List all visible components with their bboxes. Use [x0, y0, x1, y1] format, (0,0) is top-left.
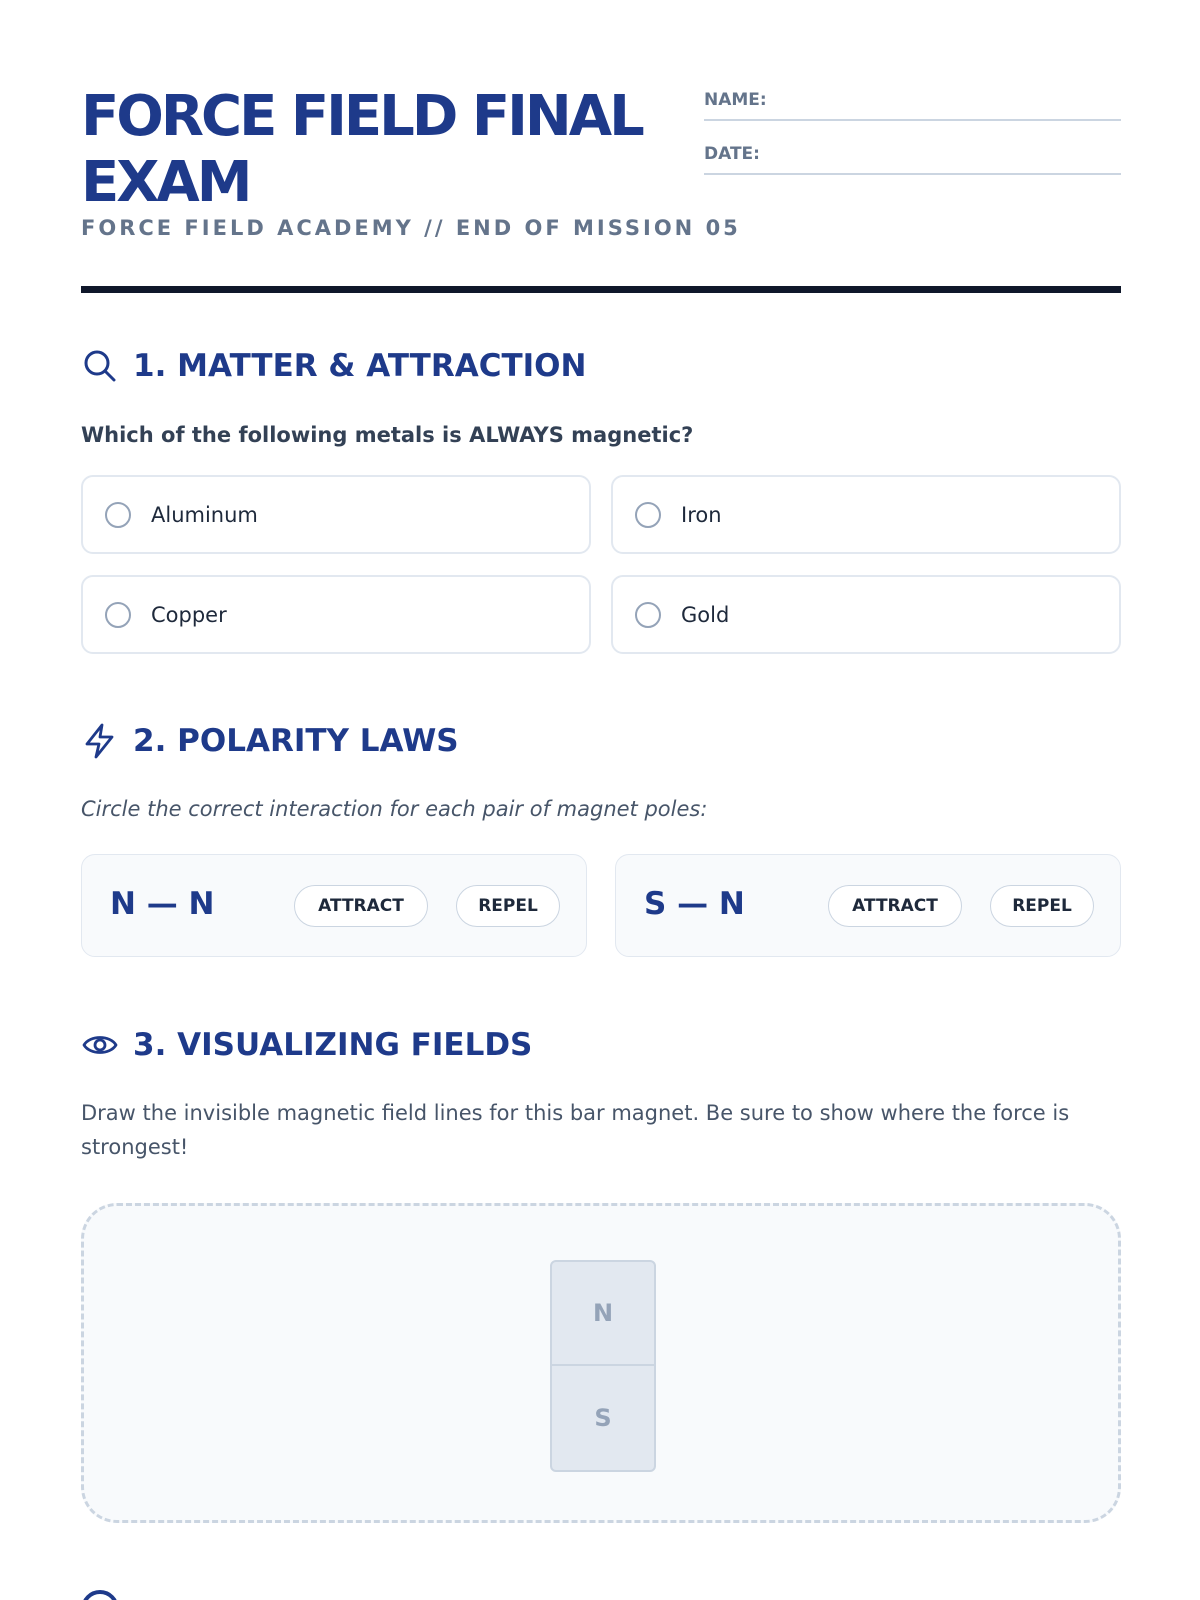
- option-iron[interactable]: [611, 475, 1121, 554]
- section-1-heading: [81, 347, 586, 385]
- section-1-question: Which of the following metals is ALWAYS magnetic?: [81, 423, 694, 447]
- radio-button[interactable]: [105, 502, 131, 528]
- bar-magnet: [550, 1260, 656, 1472]
- repel-choice[interactable]: REPEL: [990, 885, 1094, 927]
- pole-pair-label: N — N: [110, 886, 215, 922]
- section-4-icon: [81, 1590, 119, 1600]
- option-gold[interactable]: [611, 575, 1121, 654]
- section-3-heading: [81, 1026, 532, 1064]
- section-2-title: 2. POLARITY LAWS: [133, 723, 459, 759]
- option-label: Copper: [151, 602, 227, 627]
- pole-pair-card-sn: [615, 854, 1121, 957]
- header-divider: [81, 286, 1121, 293]
- lightning-icon: [81, 722, 119, 760]
- search-icon: [81, 347, 119, 385]
- option-label: Gold: [681, 602, 730, 627]
- name-label: NAME:: [704, 90, 767, 110]
- radio-button[interactable]: [635, 502, 661, 528]
- date-label: DATE:: [704, 144, 760, 164]
- section-2-heading: [81, 722, 459, 760]
- section-1-title: 1. MATTER & ATTRACTION: [133, 348, 587, 384]
- repel-choice[interactable]: REPEL: [456, 885, 560, 927]
- drawing-area[interactable]: [81, 1203, 1121, 1523]
- attract-choice[interactable]: ATTRACT: [294, 885, 428, 927]
- eye-icon: [81, 1026, 119, 1064]
- option-label: Iron: [681, 502, 722, 527]
- section-2-instruction: Circle the correct interaction for each pair of magnet poles:: [81, 797, 708, 821]
- exam-header: [81, 84, 1121, 294]
- south-pole: S: [594, 1404, 612, 1432]
- pole-pair-card-nn: [81, 854, 587, 957]
- option-label: Aluminum: [151, 502, 258, 527]
- option-copper[interactable]: [81, 575, 591, 654]
- section-3-instruction: Draw the invisible magnetic field lines for this bar magnet. Be sure to show where the force is strongest!: [81, 1101, 1070, 1159]
- student-fields: [704, 84, 1121, 192]
- radio-button[interactable]: [105, 602, 131, 628]
- option-aluminum[interactable]: [81, 475, 591, 554]
- pole-pair-label: S — N: [644, 886, 745, 922]
- exam-page: [81, 0, 1121, 1600]
- exam-title: FORCE FIELD FINAL EXAM: [81, 84, 642, 215]
- name-field[interactable]: [704, 84, 1121, 121]
- radio-button[interactable]: [635, 602, 661, 628]
- exam-subtitle: FORCE FIELD ACADEMY // END OF MISSION 05: [81, 216, 741, 240]
- attract-choice[interactable]: ATTRACT: [828, 885, 962, 927]
- section-3-title: 3. VISUALIZING FIELDS: [133, 1027, 533, 1063]
- north-pole: N: [552, 1262, 654, 1366]
- date-field[interactable]: [704, 138, 1121, 175]
